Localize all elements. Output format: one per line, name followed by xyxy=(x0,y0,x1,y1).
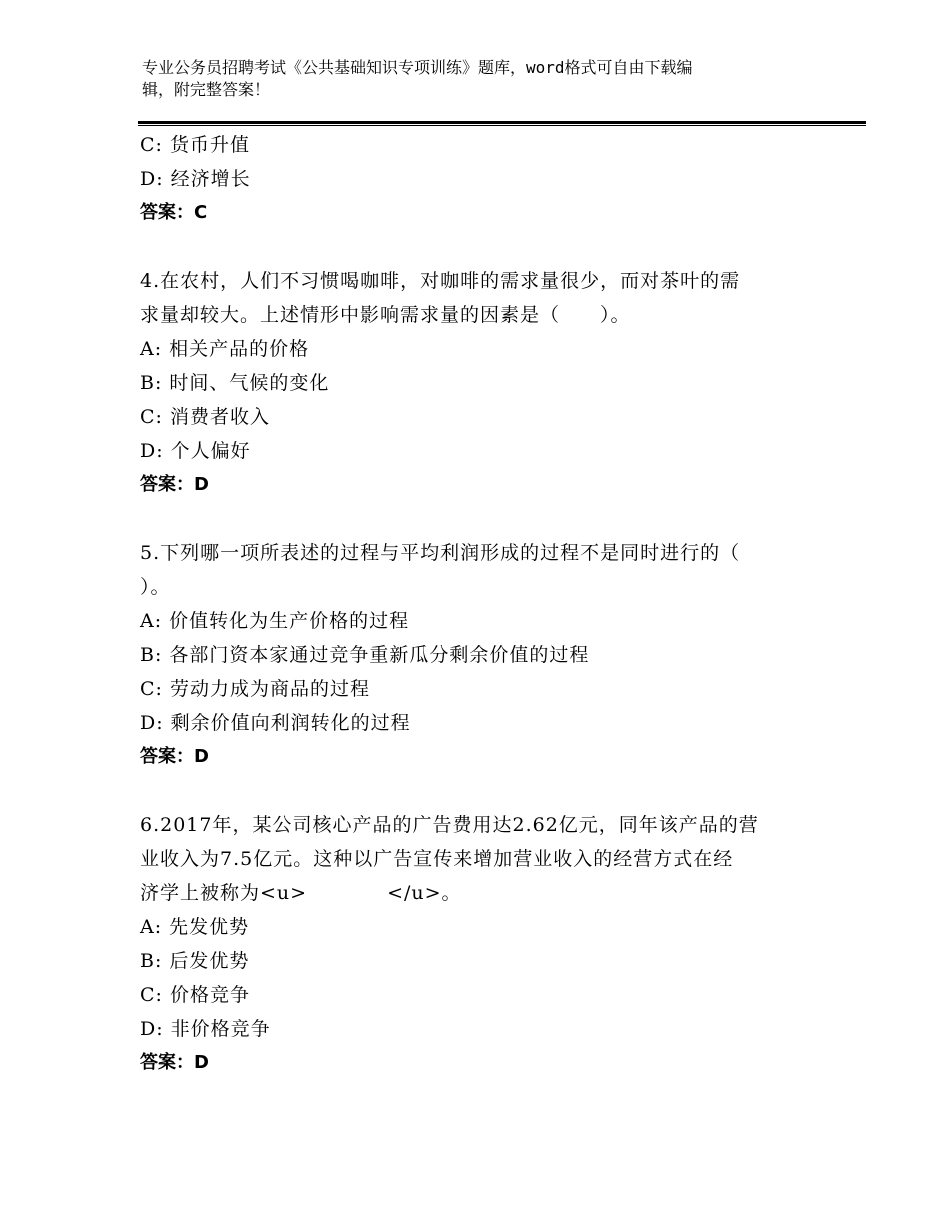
option-d: D: 非价格竞争 xyxy=(140,1018,271,1040)
option-c: C: 消费者收入 xyxy=(140,406,270,428)
page-header xyxy=(142,57,822,101)
question-stem-line: 4.在农村，人们不习惯喝咖啡，对咖啡的需求量很少，而对茶叶的需 xyxy=(140,270,741,292)
option-d: D: 剩余价值向利润转化的过程 xyxy=(140,712,411,734)
option-b: B: 后发优势 xyxy=(140,950,250,972)
option-b: B: 时间、气候的变化 xyxy=(140,372,330,394)
question-5 xyxy=(140,536,830,774)
header-line-1: 专业公务员招聘考试《公共基础知识专项训练》题库，word格式可自由下载编 xyxy=(142,58,693,77)
spacer xyxy=(140,230,830,264)
question-stem-line: ）。 xyxy=(140,576,171,598)
option-c: C: 货币升值 xyxy=(140,134,250,156)
answer-label: 答案：D xyxy=(140,1052,209,1073)
header-divider xyxy=(138,121,866,126)
option-b: B: 各部门资本家通过竞争重新瓜分剩余价值的过程 xyxy=(140,644,590,666)
answer-label: 答案：D xyxy=(140,474,209,495)
question-stem-line: 6.2017年，某公司核心产品的广告费用达2.62亿元，同年该产品的营 xyxy=(140,814,759,836)
question-stem-line: 求量却较大。上述情形中影响需求量的因素是（ ）。 xyxy=(140,304,631,326)
spacer xyxy=(140,774,830,808)
option-c: C: 价格竞争 xyxy=(140,984,250,1006)
question-stem-line: 业收入为7.5亿元。这种以广告宣传来增加营业收入的经营方式在经 xyxy=(140,848,734,870)
question-stem-line: 济学上被称为<u> </u>。 xyxy=(140,882,462,904)
answer-label: 答案：C xyxy=(140,202,208,223)
answer-label: 答案：D xyxy=(140,746,209,767)
option-a: A: 价值转化为生产价格的过程 xyxy=(140,610,410,632)
question-6 xyxy=(140,808,830,1080)
continued-question xyxy=(140,128,830,230)
spacer xyxy=(140,502,830,536)
option-d: D: 个人偏好 xyxy=(140,440,251,462)
option-a: A: 相关产品的价格 xyxy=(140,338,310,360)
question-stem-line: 5.下列哪一项所表述的过程与平均利润形成的过程不是同时进行的（ xyxy=(140,542,741,564)
option-c: C: 劳动力成为商品的过程 xyxy=(140,678,370,700)
question-4 xyxy=(140,264,830,502)
question-content xyxy=(140,128,830,1080)
header-line-2: 辑，附完整答案！ xyxy=(142,80,271,99)
option-d: D: 经济增长 xyxy=(140,168,251,190)
option-a: A: 先发优势 xyxy=(140,916,250,938)
